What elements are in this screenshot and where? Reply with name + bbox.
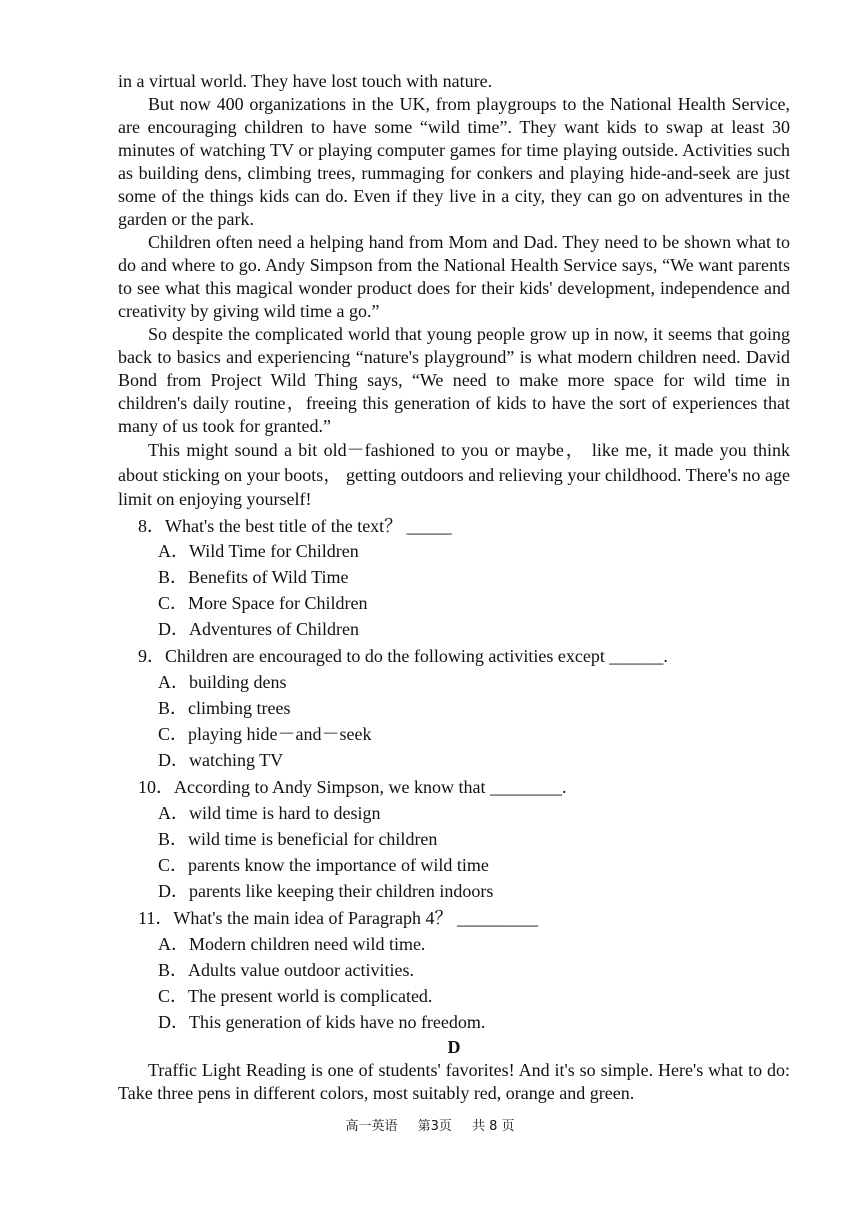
option-b: B．Benefits of Wild Time bbox=[158, 567, 349, 588]
option-c: C．More Space for Children bbox=[158, 592, 368, 613]
option-b: B．wild time is beneficial for children bbox=[158, 829, 438, 850]
footer-page-number: 第3页 bbox=[417, 1119, 452, 1134]
passage-paragraph: But now 400 organizations in the UK, from playgroups to the National Health Service, are encouraging children to have some “wild time”. They want kids to swap at least 30 minutes of watching TV or playing computer games for time playing outside. Activities such as building dens, climbing trees, rummaging for conkers and playing hide-and-seek are just some of the things kids can do. Even if they live in a city, they can go on adventures in the garden or the park. bbox=[118, 94, 790, 229]
question-11 bbox=[118, 906, 790, 1035]
option-a: A．Modern children need wild time. bbox=[158, 934, 426, 955]
option-a: A．wild time is hard to design bbox=[158, 803, 381, 824]
option-a: A．Wild Time for Children bbox=[158, 541, 359, 562]
footer-course: 高一英语 bbox=[345, 1119, 398, 1134]
passage-paragraph: Traffic Light Reading is one of students' favorites! And it's so simple. Here's what to do: Take three pens in different colors, most suitably red, orange and green. bbox=[118, 1060, 790, 1104]
option-d: D．parents like keeping their children indoors bbox=[158, 880, 494, 901]
question-9 bbox=[118, 644, 790, 773]
question-8 bbox=[118, 514, 790, 643]
option-c: C．The present world is complicated. bbox=[158, 985, 433, 1006]
exam-page bbox=[118, 70, 790, 1105]
passage-paragraph: So despite the complicated world that young people grow up in now, it seems that going back to basics and experiencing “nature's playground” is what modern children need. David Bond from Project Wild Thing says, “We need to make more space for wild time in children's daily routine，freeing this generation of kids to have the sort of experiences that many of us took for granted.” bbox=[118, 324, 790, 436]
question-stem: 11．What's the main idea of Paragraph 4？ _________ bbox=[138, 908, 538, 929]
option-b: B．Adults value outdoor activities. bbox=[158, 960, 414, 981]
question-stem: 8．What's the best title of the text？ _____ bbox=[138, 515, 452, 536]
option-d: D．This generation of kids have no freedom. bbox=[158, 1011, 486, 1032]
question-stem: 9．Children are encouraged to do the following activities except ______. bbox=[138, 646, 668, 667]
page-footer bbox=[0, 1115, 860, 1134]
option-c: C．parents know the importance of wild time bbox=[158, 854, 489, 875]
option-d: D．Adventures of Children bbox=[158, 618, 359, 639]
section-title: D bbox=[447, 1037, 461, 1058]
question-stem: 10．According to Andy Simpson, we know that ________. bbox=[138, 777, 567, 798]
option-b: B．climbing trees bbox=[158, 698, 291, 719]
question-10 bbox=[118, 775, 790, 904]
option-c: C．playing hide－and－seek bbox=[158, 723, 372, 744]
passage-paragraph: Children often need a helping hand from Mom and Dad. They need to be shown what to do and where to go. Andy Simpson from the National Health Service says, “We want parents to see what this magical wonder product does for their kids' development, independence and creativity by giving wild time a go.” bbox=[118, 232, 790, 321]
passage-paragraph: This might sound a bit old－fashioned to you or maybe， like me, it made you think about sticking on your boots， getting outdoors and relieving your childhood. There's no age limit on enjoying yourself! bbox=[118, 440, 790, 509]
option-a: A．building dens bbox=[158, 672, 287, 693]
passage-paragraph: in a virtual world. They have lost touch with nature. bbox=[118, 71, 493, 91]
option-d: D．watching TV bbox=[158, 749, 284, 770]
footer-page-total: 共 8 页 bbox=[472, 1119, 515, 1134]
